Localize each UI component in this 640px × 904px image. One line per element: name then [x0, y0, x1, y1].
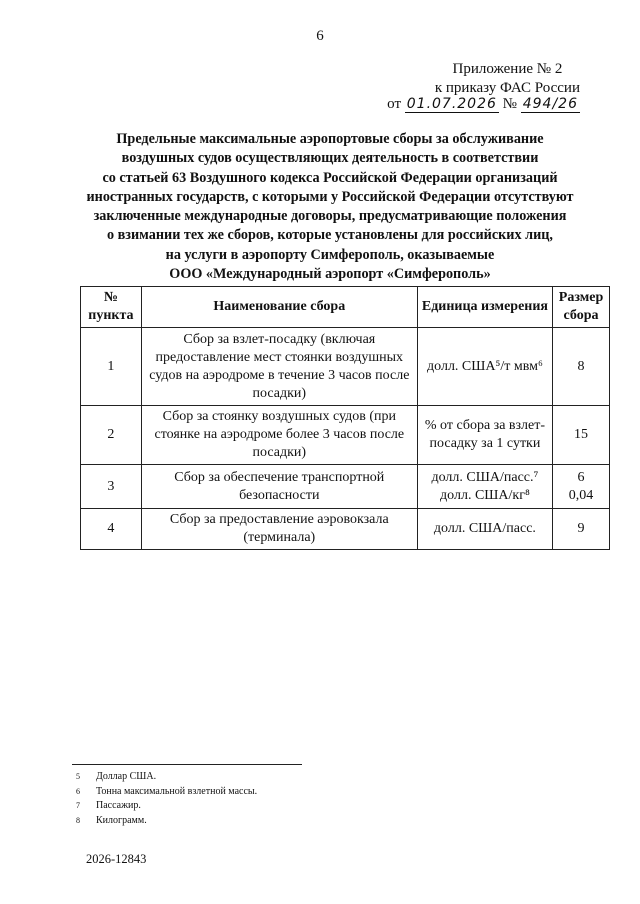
title-line: воздушных судов осуществляющих деятельность в соответствии	[121, 150, 539, 167]
number-prefix: №	[502, 96, 517, 112]
footnote-text: Пассажир.	[96, 800, 141, 811]
fee-name: Сбор за стоянку воздушных судов (при стоянке на аэродроме более 3 часов после посадки)	[141, 406, 417, 465]
row-number: 1	[81, 328, 142, 406]
title-line: о взимании тех же сборов, которые установлены для российских лиц,	[107, 227, 553, 244]
fee-amount	[553, 509, 610, 550]
amount-line: 6	[577, 469, 585, 485]
table-row	[81, 465, 610, 509]
footnote-text: Тонна максимальной взлетной массы.	[96, 785, 258, 797]
fee-name: Сбор за обеспечение транспортной безопасности	[141, 465, 417, 509]
header-fee-name: Наименование сбора	[141, 287, 417, 328]
amount-line: 15	[574, 427, 589, 442]
amount-line: 0,04	[568, 487, 594, 503]
row-number: 3	[81, 465, 142, 509]
fee-unit	[417, 509, 552, 550]
unit-line: долл. США/пасс.	[433, 521, 536, 536]
table-row	[81, 509, 610, 550]
footnotes	[76, 770, 257, 828]
title-line: на услуги в аэропорту Симферополь, оказываемые	[165, 246, 495, 263]
header-item-number: № пункта	[81, 287, 142, 328]
table-row	[81, 406, 610, 465]
appendix-heading	[435, 60, 580, 98]
row-number: 4	[81, 509, 142, 550]
order-date-number	[387, 96, 580, 113]
unit-line: долл. США/пасс.⁷	[431, 469, 539, 485]
title-line: заключенные международные договоры, предусматривающие положения	[93, 208, 567, 225]
amount-line: 9	[577, 521, 585, 536]
title-line: Предельные максимальные аэропортовые сборы за обслуживание	[116, 131, 544, 147]
document-code: 2026-12843	[86, 852, 147, 866]
header-fee-amount: Размер сбора	[553, 287, 610, 328]
fee-name: Сбор за предоставление аэровокзала (терминала)	[141, 509, 417, 550]
footnote-mark: 7	[76, 801, 80, 810]
footnote-text: Килограмм.	[96, 814, 147, 826]
footnote-divider	[72, 764, 302, 765]
date-prefix: от	[387, 96, 401, 112]
fee-amount	[553, 465, 610, 509]
footnote-text: Доллар США.	[96, 771, 157, 782]
appendix-order-ref: к приказу ФАС России	[434, 80, 580, 96]
unit-line: долл. США⁵/т мвм⁶	[427, 358, 543, 374]
footnote-mark: 5	[76, 772, 80, 781]
fees-table	[80, 286, 610, 550]
footnote	[76, 770, 257, 785]
unit-line: долл. США/кг⁸	[440, 487, 530, 503]
fee-unit	[417, 465, 552, 509]
page-number: 6	[316, 28, 324, 44]
table-header-row	[81, 287, 610, 328]
title-line: со статьей 63 Воздушного кодекса Российской Федерации организаций	[102, 169, 558, 186]
footnote	[76, 785, 257, 800]
document-title	[70, 130, 590, 284]
fee-amount	[553, 328, 610, 406]
handwritten-date: 01.07.2026	[406, 96, 497, 112]
footnote-mark: 8	[76, 815, 80, 825]
table-row	[81, 328, 610, 406]
title-line: иностранных государств, с которыми у Российской Федерации отсутствуют	[86, 188, 574, 205]
handwritten-number: 494/26	[522, 96, 578, 112]
fee-unit	[417, 328, 552, 406]
appendix-title: Приложение № 2	[452, 61, 563, 77]
footnote	[76, 799, 257, 814]
fee-name: Сбор за взлет-посадку (включая предоставление мест стоянки воздушных судов на аэродроме в течение 3 часов после посадки)	[141, 328, 417, 406]
footnote	[76, 814, 257, 829]
footnote-mark: 6	[76, 786, 80, 796]
header-unit: Единица измерения	[417, 287, 552, 328]
fee-amount	[553, 406, 610, 465]
fee-unit	[417, 406, 552, 465]
unit-line: % от сбора за взлет-посадку за 1 сутки	[424, 418, 546, 451]
row-number: 2	[81, 406, 142, 465]
amount-line: 8	[577, 358, 585, 374]
title-line: ООО «Международный аэропорт «Симферополь»	[169, 266, 491, 283]
